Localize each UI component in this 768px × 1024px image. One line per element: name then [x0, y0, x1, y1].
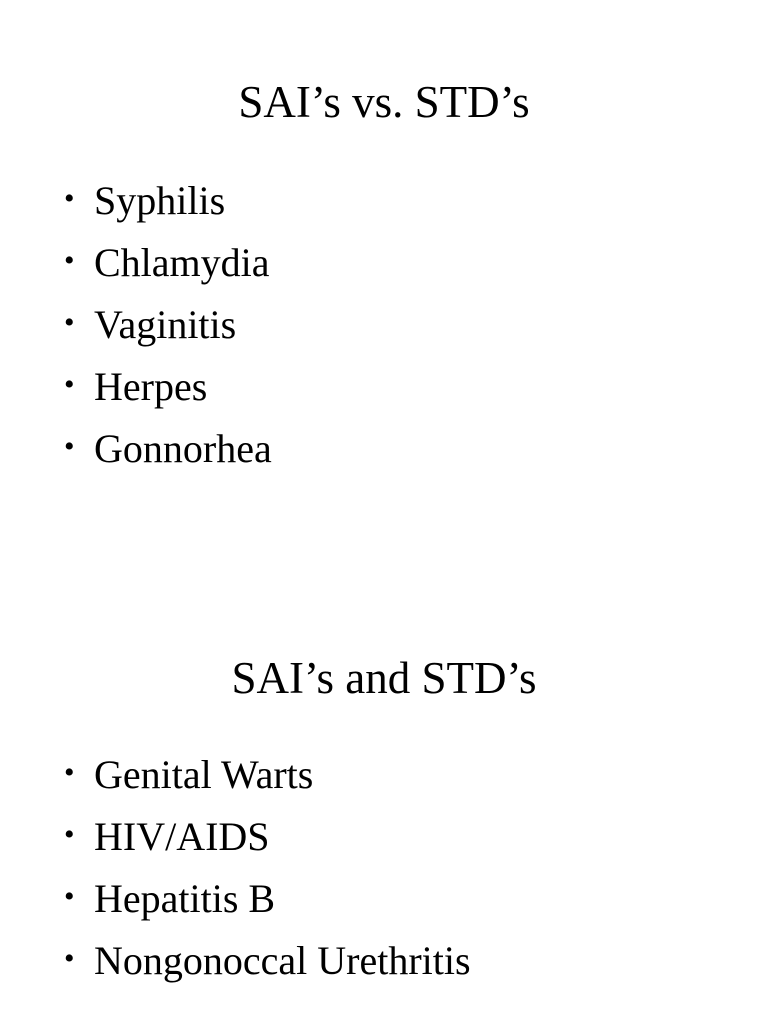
- list-item: [64, 806, 471, 868]
- list-item: [64, 232, 272, 294]
- bullet-icon: •: [64, 244, 75, 277]
- list-item-label: Chlamydia: [94, 240, 270, 285]
- list-item-label: Herpes: [94, 364, 208, 409]
- list-item-label: Syphilis: [94, 178, 226, 223]
- bullet-icon: •: [64, 430, 75, 463]
- bullet-icon: •: [64, 182, 75, 215]
- slide-sais-and-stds: [0, 596, 768, 1024]
- list-item: [64, 418, 272, 480]
- list-item: [64, 868, 471, 930]
- list-item-label: HIV/AIDS: [94, 814, 270, 859]
- list-item: [64, 170, 272, 232]
- list-item: [64, 294, 272, 356]
- bullet-icon: •: [64, 756, 75, 789]
- bullet-icon: •: [64, 818, 75, 851]
- bullet-list: [64, 170, 272, 480]
- list-item-label: Vaginitis: [94, 302, 237, 347]
- list-item: [64, 744, 471, 806]
- list-item-label: Gonnorhea: [94, 426, 272, 471]
- bullet-icon: •: [64, 880, 75, 913]
- slide-title: SAI’s vs. STD’s: [238, 77, 530, 127]
- bullet-list: [64, 744, 471, 992]
- list-item-label: Hepatitis B: [94, 876, 276, 921]
- bullet-icon: •: [64, 942, 75, 975]
- list-item-label: Genital Warts: [94, 752, 314, 797]
- list-item: [64, 930, 471, 992]
- bullet-icon: •: [64, 306, 75, 339]
- list-item: [64, 356, 272, 418]
- list-item-label: Nongonoccal Urethritis: [94, 938, 471, 983]
- bullet-icon: •: [64, 368, 75, 401]
- slide-title: SAI’s and STD’s: [231, 653, 537, 703]
